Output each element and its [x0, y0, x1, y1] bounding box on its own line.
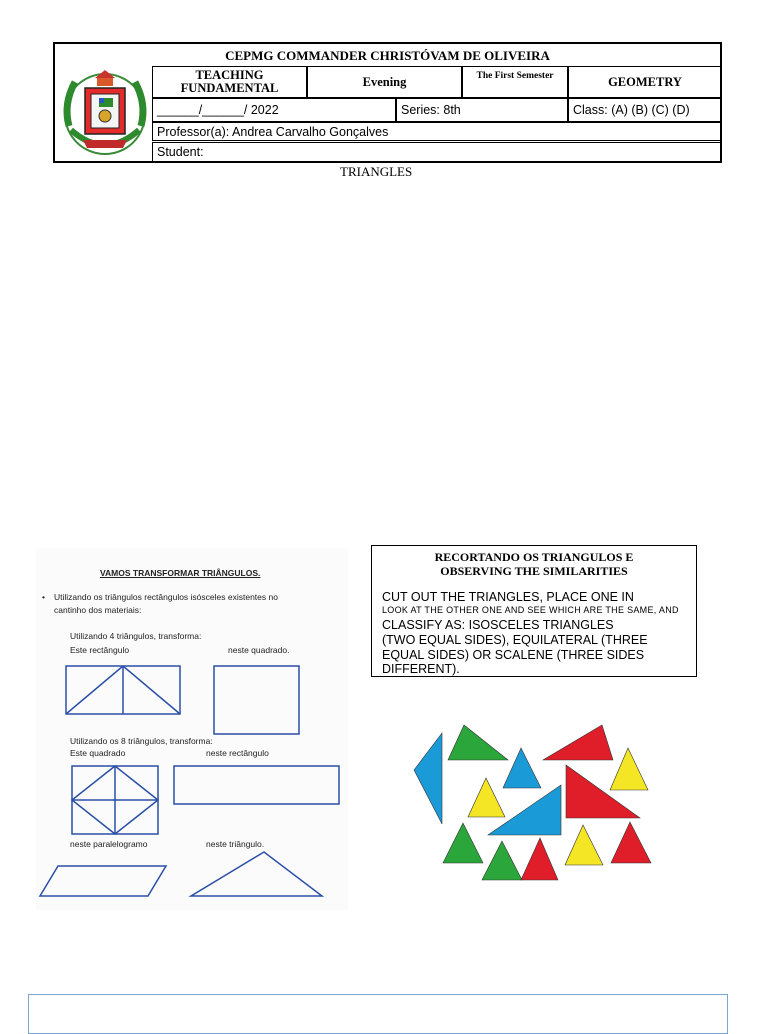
- activity-title-1: RECORTANDO OS TRIANGULOS E: [434, 550, 634, 564]
- parallelogram-diagram: [40, 866, 166, 896]
- label-triangle: neste triângulo.: [206, 839, 265, 849]
- triangle-yellow-bottom: [565, 825, 603, 865]
- activity-line-1: CUT OUT THE TRIANGLES, PLACE ONE IN: [382, 590, 634, 604]
- subject-cell: GEOMETRY: [568, 66, 722, 98]
- next-page-frame: [28, 994, 728, 1034]
- class-field[interactable]: Class: (A) (B) (C) (D): [568, 98, 722, 122]
- worksheet-bullet1: Utilizando os triângulos rectângulos isósceles existentes no: [54, 592, 278, 602]
- header-table: [53, 42, 722, 163]
- transform-triangles-worksheet: [36, 548, 348, 910]
- triangle-green-bottom-left: [443, 823, 483, 863]
- triangle-diagram: [191, 852, 322, 896]
- triangle-red-bottom: [521, 838, 558, 880]
- professor-field: Professor(a): Andrea Carvalho Gonçalves: [152, 122, 722, 141]
- worksheet-sub2: Utilizando os 8 triângulos, transforma:: [70, 736, 213, 746]
- triangle-green-bottom: [482, 841, 522, 880]
- shift-cell: Evening: [307, 66, 462, 98]
- label-square-2: Este quadrado: [70, 748, 126, 758]
- activity-line-5: EQUAL SIDES) OR SCALENE (THREE SIDES: [382, 648, 645, 662]
- activity-instructions-box: [371, 545, 697, 677]
- triangle-yellow-right: [610, 748, 648, 790]
- label-rectangle: Este rectângulo: [70, 645, 130, 655]
- worksheet-bullet-dot: •: [42, 592, 45, 602]
- teaching-level-cell: TEACHING FUNDAMENTAL: [152, 66, 307, 98]
- semester-cell: The First Semester: [462, 66, 568, 98]
- activity-line-3: CLASSIFY AS: ISOSCELES TRIANGLES: [382, 618, 614, 632]
- empty-rectangle-diagram: [174, 766, 339, 804]
- activity-line-4: (TWO EQUAL SIDES), EQUILATERAL (THREE: [382, 633, 648, 647]
- square-diamond-diagram: [72, 766, 158, 834]
- empty-square-diagram: [214, 666, 299, 734]
- triangle-red-bottom-right: [611, 822, 651, 863]
- triangle-green-top: [448, 725, 508, 760]
- worksheet-bullet1-cont: cantinho dos materiais:: [54, 605, 142, 615]
- date-field[interactable]: ______/______/ 2022: [152, 98, 396, 122]
- school-name: CEPMG COMMANDER CHRISTÓVAM DE OLIVEIRA: [225, 48, 550, 63]
- activity-line-2: LOOK AT THE OTHER ONE AND SEE WHICH ARE THE SAME, AND: [382, 605, 679, 615]
- student-name-field[interactable]: Student:: [152, 142, 722, 162]
- worksheet-sub1: Utilizando 4 triângulos, transforma:: [70, 631, 202, 641]
- triangle-blue-small: [503, 748, 541, 788]
- activity-title-2: OBSERVING THE SIMILARITIES: [440, 564, 628, 578]
- rectangle-diagram: [66, 666, 180, 714]
- colored-triangles-image: [408, 720, 658, 885]
- label-parallelogram: neste paralelogramo: [70, 839, 148, 849]
- worksheet-title: VAMOS TRANSFORMAR TRIÂNGULOS.: [100, 568, 261, 578]
- label-rectangle-2: neste rectângulo: [206, 748, 269, 758]
- label-square: neste quadrado.: [228, 645, 290, 655]
- triangle-yellow-left: [468, 778, 505, 817]
- activity-line-6: DIFFERENT).: [382, 662, 460, 676]
- page-title: TRIANGLES: [340, 164, 413, 179]
- series-field: Series: 8th: [396, 98, 568, 122]
- worksheet-diagrams: [36, 548, 348, 910]
- school-crest-logo: [59, 64, 151, 160]
- triangle-red-top: [543, 725, 613, 760]
